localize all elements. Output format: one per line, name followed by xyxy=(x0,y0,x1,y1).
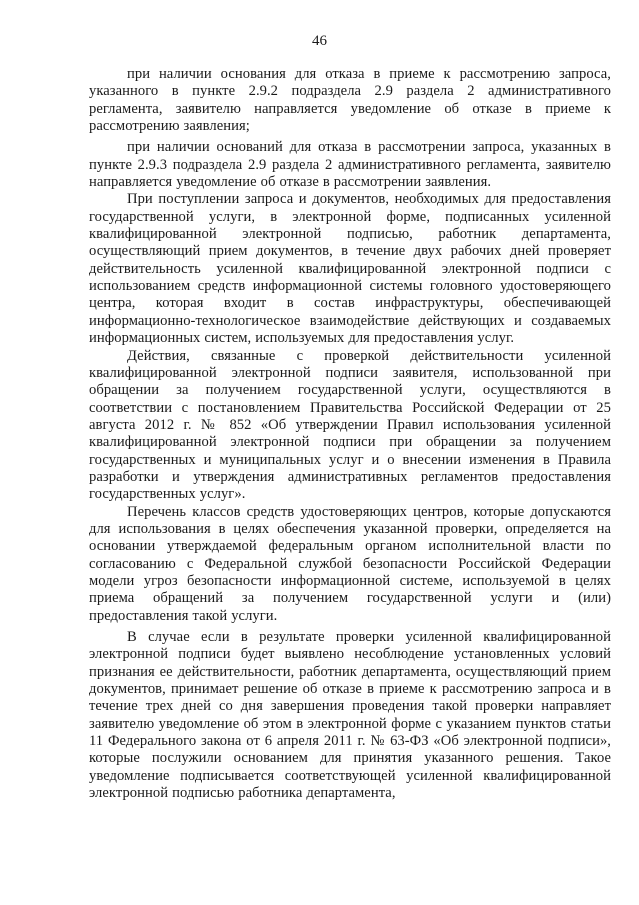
paragraph-verification-failure: В случае если в результате проверки усиленной квалифицированной электронной подписи будет выявлено несоблюдение установленных условий признания ее действительности, работник департамента, осуществляющий прием документов, принимает решение об отказе в приеме к рассмотрению запроса и в течение трех дней со дня завершения проведения такой проверки направляет заявителю уведомление об этом в электронной форме с указанием пунктов статьи 11 Федерального закона от 6 апреля 2011 г. № 63-ФЗ «Об электронной подписи», которые послужили основанием для принятия указанного решения. Такое уведомление подписывается соответствующей усиленной квалифицированной электронной подписью работника департамента, xyxy=(89,629,611,802)
paragraph-signature-verification: Действия, связанные с проверкой действительности усиленной квалифицированной электронной подписи заявителя, использованной при обращении за получением государственной услуги, осуществляются в соответствии с постановлением Правительства Российской Федерации от 25 августа 2012 г. № 852 «Об утверждении Правил использования усиленной квалифицированной электронной подписи при обращении за получением государственных и муниципальных услуг и о внесении изменения в Правила разработки и утверждения административных регламентов предоставления государственных услуг». xyxy=(89,347,611,503)
paragraph-certification-centers: Перечень классов средств удостоверяющих центров, которые допускаются для использования в целях обеспечения указанной проверки, определяется на основании утверждаемой федеральным органом исполнительной власти по согласованию с Федеральной службой безопасности Российской Федерации модели угроз безопасности информационной системе, используемой в целях приема обращений за получением государственной услуги и (или) предоставления такой услуги. xyxy=(89,503,611,624)
paragraph-electronic-submission: При поступлении запроса и документов, необходимых для предоставления государственной услуги, в электронной форме, подписанных усиленной квалифицированной электронной подписью, работник департамента, осуществляющий прием документов, в течение двух рабочих дней проверяет действительность усиленной квалифицированной электронной подписи с использованием средств информационной системы головного удостоверяющего центра, которая входит в состав инфраструктуры, обеспечивающей информационно-технологическое взаимодействие действующих и создаваемых информационных систем, используемых для предоставления услуг. xyxy=(89,191,611,347)
page-number: 46 xyxy=(312,33,327,49)
paragraph-refusal-acceptance: при наличии основания для отказа в приеме к рассмотрению запроса, указанного в пункте 2.9.2 подраздела 2.9 раздела 2 административного регламента, заявителю направляется уведомление об отказе в приеме к рассмотрению заявления; xyxy=(89,66,611,135)
paragraph-refusal-consideration: при наличии оснований для отказа в рассмотрении запроса, указанных в пункте 2.9.3 подраздела 2.9 раздела 2 административного регламента, заявителю направляется уведомление об отказе в рассмотрении заявления. xyxy=(89,139,611,191)
document-body xyxy=(89,66,611,802)
